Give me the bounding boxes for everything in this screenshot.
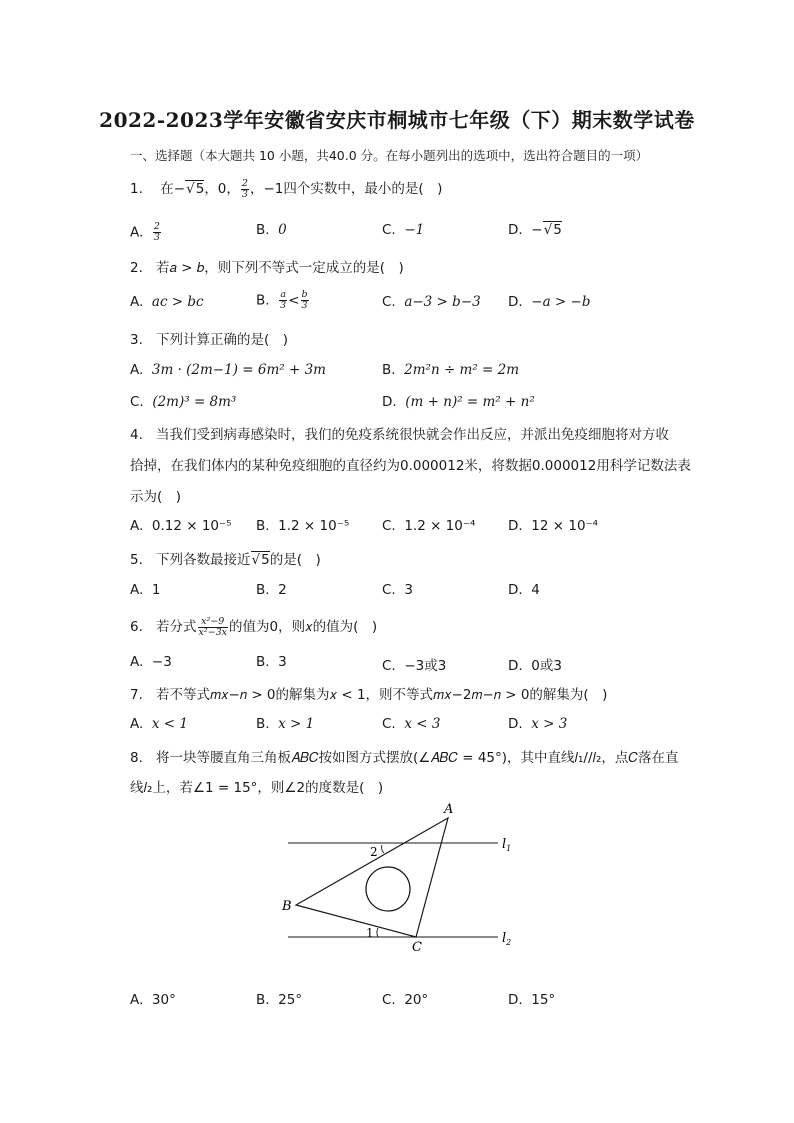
option-d[interactable]: D. 15° (508, 992, 556, 1008)
option-b[interactable]: B. 1.2 × 10⁻⁵ (256, 518, 350, 534)
geometry-figure (270, 795, 530, 960)
question-text: 的是( ) (269, 552, 321, 568)
option-b[interactable]: B. 25° (256, 992, 303, 1008)
label-c: C (412, 940, 422, 955)
question-6 (130, 612, 377, 642)
triangle-abc (296, 818, 448, 937)
angle-2-arc (382, 845, 384, 853)
fraction: $\frac{2}{3}$ (241, 177, 248, 200)
fraction: $\frac{\text{𝑥²−9}}{\text{𝑥²−3𝑥}}$ (198, 615, 228, 638)
question-8-line-2: 线𝑙₂上，若∠1 = 15°，则∠2的度数是( ) (130, 780, 384, 796)
question-8 (130, 743, 679, 773)
option-a[interactable]: A. 𝑎𝑐 > 𝑏𝑐 (130, 294, 204, 310)
question-4 (130, 420, 669, 450)
label-a: A (444, 802, 454, 817)
option-c[interactable]: C. 20° (382, 992, 429, 1008)
question-text: 若不等式𝑚𝑥−𝑛 > 0的解集为𝑥 < 1，则不等式𝑚𝑥−2𝑚−𝑛 > 0的解集为( ) (156, 687, 608, 703)
question-2 (130, 253, 404, 283)
question-text: ，0， (204, 181, 240, 197)
question-4-line-3: 示为( ) (130, 489, 182, 505)
question-text: 将一块等腰直角三角板𝐴𝐵𝐶按如图方式摆放(∠𝐴𝐵𝐶 = 45°)，其中直线𝑙₁//𝑙₂，点𝐶落在直 (156, 750, 679, 766)
option-c[interactable]: C. −3或3 (382, 658, 447, 674)
page-title: 2022-2023学年安徽省安庆市桐城市七年级（下）期末数学试卷 (99, 108, 695, 132)
option-a[interactable]: A. −3 (130, 654, 172, 670)
option-a[interactable]: A. 1 (130, 582, 161, 598)
question-text: 当我们受到病毒感染时，我们的免疫系统很快就会作出反应，并派出免疫细胞将对方收 (156, 427, 669, 443)
question-number: 5. (130, 552, 143, 568)
angle-1-arc (377, 928, 378, 937)
option-b[interactable]: B. 𝑥 > 1 (256, 716, 315, 732)
question-7 (130, 680, 607, 710)
option-d[interactable]: D. 12 × 10⁻⁴ (508, 518, 599, 534)
question-text: 在− (160, 181, 186, 197)
question-text: 若𝑎 > 𝑏，则下列不等式一定成立的是( ) (156, 260, 404, 276)
option-d[interactable]: D. 𝑥 > 3 (508, 716, 568, 732)
question-text: 下列计算正确的是( ) (156, 332, 289, 348)
question-text: ，−1四个实数中，最小的是( ) (249, 181, 443, 197)
question-number: 3. (130, 332, 143, 348)
question-1: 1. 在−√5，0， $\frac{2}{3}$ ，−1四个实数中，最小的是( ) (130, 174, 442, 204)
question-number: 6. (130, 619, 143, 635)
option-c[interactable]: C. 3 (382, 582, 413, 598)
option-a[interactable]: A. 0.12 × 10⁻⁵ (130, 518, 232, 534)
option-d[interactable]: D. 0或3 (508, 658, 562, 674)
radicand: 5 (261, 552, 270, 568)
option-c[interactable]: C. (2𝑚)³ = 8𝑚³ (130, 394, 237, 410)
label-angle-2: 2 (370, 845, 378, 859)
option-d[interactable]: D. 4 (508, 582, 540, 598)
option-a[interactable]: A. 30° (130, 992, 176, 1008)
option-a[interactable]: A. 3𝑚 · (2𝑚−1) = 6𝑚² + 3𝑚 (130, 362, 326, 378)
label-l1: $l_1$ (502, 837, 512, 853)
question-text: 的值为0，则𝑥的值为( ) (229, 619, 378, 635)
option-a[interactable]: A. 𝑥 < 1 (130, 716, 188, 732)
question-text: 下列各数最接近 (156, 552, 251, 568)
label-b: B (282, 899, 292, 914)
option-c[interactable]: C. 𝑥 < 3 (382, 716, 441, 732)
option-c[interactable]: C. 𝑎−3 > 𝑏−3 (382, 294, 481, 310)
question-number: 4. (130, 427, 143, 443)
option-d[interactable]: D. −√5 (508, 222, 562, 238)
question-5: 5. 下列各数最接近√5的是( ) (130, 545, 321, 575)
section-header: 一、选择题（本大题共 10 小题，共40.0 分。在每小题列出的选项中，选出符合题目的一项） (130, 148, 649, 163)
question-number: 1. (130, 181, 143, 197)
option-b[interactable]: B. $\frac{\text{𝑎}}{3}$ < $\frac{\text{𝑏}}{3}$ (256, 289, 308, 311)
option-c[interactable]: C. −1 (382, 222, 425, 238)
question-4-line-2: 拾掉，在我们体内的某种免疫细胞的直径约为0.000012米，将数据0.000012用科学记数法表 (130, 458, 691, 474)
question-number: 8. (130, 750, 143, 766)
option-b[interactable]: B. 2 (256, 582, 287, 598)
option-b[interactable]: B. 0 (256, 222, 287, 238)
question-number: 7. (130, 687, 143, 703)
option-c[interactable]: C. 1.2 × 10⁻⁴ (382, 518, 476, 534)
question-text: 若分式 (156, 619, 197, 635)
option-a[interactable]: A. $\frac{2}{3}$ (130, 221, 160, 243)
radicand: 5 (195, 181, 205, 197)
label-angle-1: 1 (366, 926, 374, 940)
option-d[interactable]: D. −𝑎 > −𝑏 (508, 294, 591, 310)
question-number: 2. (130, 260, 143, 276)
label-l2: $l_2$ (502, 931, 512, 947)
option-d[interactable]: D. (𝑚 + 𝑛)² = 𝑚² + 𝑛² (382, 394, 535, 410)
option-b[interactable]: B. 2𝑚²𝑛 ÷ 𝑚² = 2𝑚 (382, 362, 520, 378)
question-3 (130, 325, 288, 355)
triangle-hole (366, 867, 410, 911)
option-b[interactable]: B. 3 (256, 654, 287, 670)
